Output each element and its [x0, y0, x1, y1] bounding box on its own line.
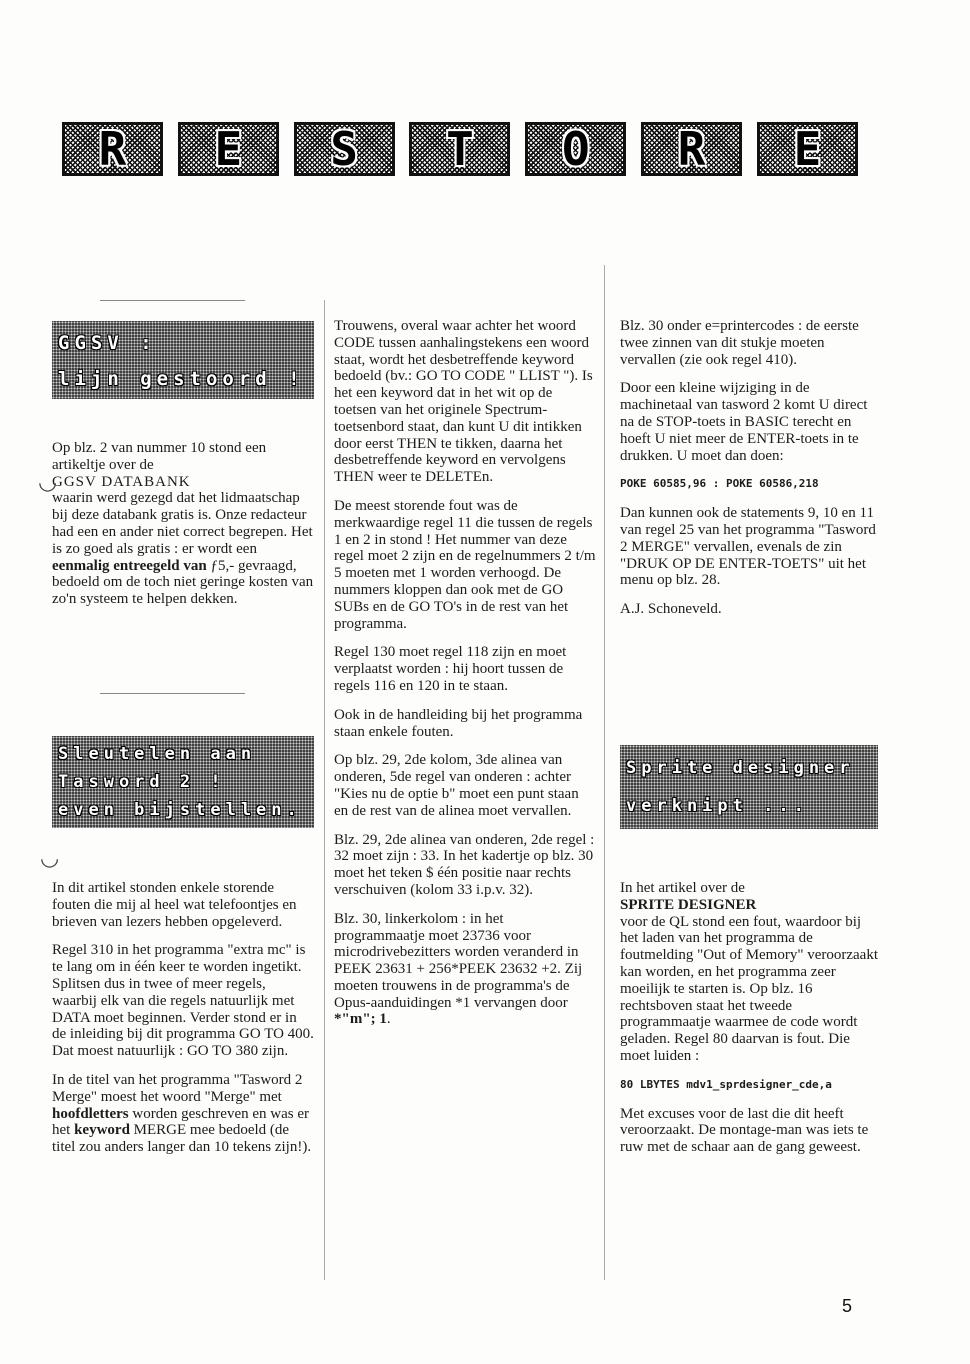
text: Blz. 30, linkerkolom : in het programmaatje moet 23736 voor microdrivebezitters worden veranderd in PEEK 23631 + 256*PEEK 23632 +2. Zij moeten trouwens in de programma's de Opus-aanduidingen *1 vervangen door — [334, 910, 583, 1011]
page-number: 5 — [842, 1296, 853, 1316]
signature: A.J. Schoneveld. — [620, 601, 722, 618]
banner-line: Sprite designer — [626, 758, 855, 778]
text: In de titel van het programma "Tasword 2 Merge" moest het woord "Merge" met — [52, 1071, 303, 1105]
paragraph: De meest storende fout was de merkwaardige regel 11 die tussen de regels 1 en 2 in stond ! Het nummer van deze regel moet 2 zijn en de regelnummers 2 t/m 5 moeten met 1 worden verhoogd. De nummers kloppen dan ook met de GO SUBs en de GO TO's in de rest van het programma. — [334, 497, 596, 632]
divider — [100, 693, 245, 694]
column-divider — [604, 265, 605, 1280]
paragraph: Op blz. 29, 2de kolom, 3de alinea van onderen, 5de regel van onderen : achter "Kies nu de optie b" moet een punt staan en de rest van de alinea moet vervallen. — [334, 752, 579, 819]
margin-mark-icon: ◡ — [38, 470, 58, 495]
paragraph — [620, 880, 882, 1065]
masthead-letter: T — [409, 122, 510, 176]
banner-line: lijn gestoord ! — [58, 368, 305, 390]
code-line: 80 LBYTES mdv1_sprdesigner_cde,a — [620, 1077, 832, 1091]
text: Op blz. 2 van nummer 10 stond een artikeltje over de — [52, 440, 267, 473]
code-line: POKE 60585,96 : POKE 60586,218 — [620, 477, 819, 491]
column-3 — [620, 318, 882, 630]
paragraph: Regel 130 moet regel 118 zijn en moet verplaatst worden : hij hoort tussen de regels 116 en 120 in te staan. — [334, 644, 567, 694]
banner-line: even bijstellen. — [58, 800, 302, 820]
masthead-restore — [62, 122, 858, 176]
column-1 — [52, 440, 314, 620]
paragraph: Dan kunnen ook de statements 9, 10 en 11 van regel 25 van het programma "Tasword 2 MERGE" vervallen, evenals de zin "DRUK OP DE ENTER-TOETS" uit het menu op blz. 28. — [620, 505, 876, 589]
paragraph — [52, 440, 314, 608]
bold-text: SPRITE DESIGNER — [620, 896, 757, 913]
paragraph: Met excuses voor de last die dit heeft veroorzaakt. De montage-man was iets te ruw met de schaar aan de gang geweest. — [620, 1105, 869, 1156]
paragraph: Trouwens, overal waar achter het woord CODE tussen aanhalingstekens een woord staat, wordt het desbetreffende keyword bedoeld (bv.: GO TO CODE " LLIST "). Is het een keyword dat in het wit op de toetsen van het originele Spectrum-toetsenbord staat, dan kunt U dit intikken door eerst THEN te tikken, daarna het desbetreffende keyword en vervolgens THEN weer te DELETEn. — [334, 318, 593, 486]
bold-text: *"m"; 1 — [334, 1011, 387, 1028]
text: voor de QL stond een fout, waardoor bij het laden van het programma de foutmelding "Out of Memory" veroorzaakt kan worden, en het programma zeer moeilijk te starten is. Op blz. 16 rechtsboven staat het tweede programmaatje waarmee de code wordt geladen. Regel 80 daarvan is fout. Die moet luiden : — [620, 913, 879, 1064]
paragraph — [52, 1072, 314, 1156]
paragraph: In dit artikel stonden enkele storende fouten die mij al heel wat telefoontjes en brieven van lezers hebben opgeleverd. — [52, 880, 297, 930]
text: ƒ5,- gevraagd, bedoeld om de toch niet geringe kosten van zo'n systeem te helpen dekken. — [52, 557, 314, 608]
heading-tasword-banner — [52, 736, 314, 828]
banner-line: GGSV : — [58, 332, 157, 354]
column-3-continued — [620, 880, 882, 1168]
margin-mark-icon: ◡ — [40, 846, 60, 871]
paragraph: Door een kleine wijziging in de machinetaal van tasword 2 komt U direct na de STOP-toets in BASIC terecht en hoeft U niet meer de ENTER-toets in te drukken. U moet dan doen: — [620, 380, 868, 464]
text: In het artikel over de — [620, 880, 745, 896]
text: MERGE mee bedoeld (de titel zou anders langer dan 10 tekens zijn!). — [52, 1122, 312, 1156]
paragraph — [334, 911, 596, 1029]
text: GGSV DATABANK — [52, 473, 191, 490]
heading-sprite-banner — [620, 745, 878, 829]
text: waarin werd gezegd dat het lidmaatschap bij deze databank gratis is. Onze redacteur had een en ander niet correct begrepen. Het is zo goed als gratis : er wordt een — [52, 490, 313, 557]
bold-text: keyword — [74, 1122, 130, 1139]
text: . — [386, 1011, 391, 1028]
heading-ggsv-banner — [52, 321, 314, 399]
paragraph: Blz. 30 onder e=printercodes : de eerste twee zinnen van dit stukje moeten vervallen (zie ook regel 410). — [620, 318, 859, 368]
paragraph: Regel 310 in het programma "extra mc" is te lang om in één keer te worden ingetikt. Splitsen dus in twee of meer regels, waarbij elk van die regels natuurlijk met DATA moet beginnen. Verder stond er in de inleiding bij dit programma GO TO 400. Dat moest natuurlijk : GO TO 380 zijn. — [52, 942, 314, 1060]
banner-line: Tasword 2 ! — [58, 772, 226, 792]
banner-line: verknipt ... — [626, 796, 809, 816]
masthead-letter: O — [525, 122, 626, 176]
masthead-letter: R — [641, 122, 742, 176]
divider — [100, 300, 245, 301]
banner-line: Sleutelen aan — [58, 744, 257, 764]
column-divider — [324, 300, 325, 1280]
bold-text: eenmalig entreegeld van — [52, 557, 207, 574]
masthead-letter: E — [757, 122, 858, 176]
column-2 — [334, 318, 596, 1040]
bold-text: hoofdletters — [52, 1105, 129, 1122]
paragraph: Blz. 29, 2de alinea van onderen, 2de regel : 32 moet zijn : 33. In het kadertje op blz. 30 moet het teken $ één positie naar rechts verschuiven (kolom 33 i.p.v. 32). — [334, 831, 595, 898]
paragraph: Ook in de handleiding bij het programma staan enkele fouten. — [334, 706, 583, 740]
masthead-letter: S — [294, 122, 395, 176]
masthead-letter: E — [178, 122, 279, 176]
masthead-letter: R — [62, 122, 163, 176]
column-1-continued — [52, 880, 314, 1168]
text: worden geschreven en was er het — [52, 1105, 309, 1139]
show-through-text — [60, 88, 310, 268]
